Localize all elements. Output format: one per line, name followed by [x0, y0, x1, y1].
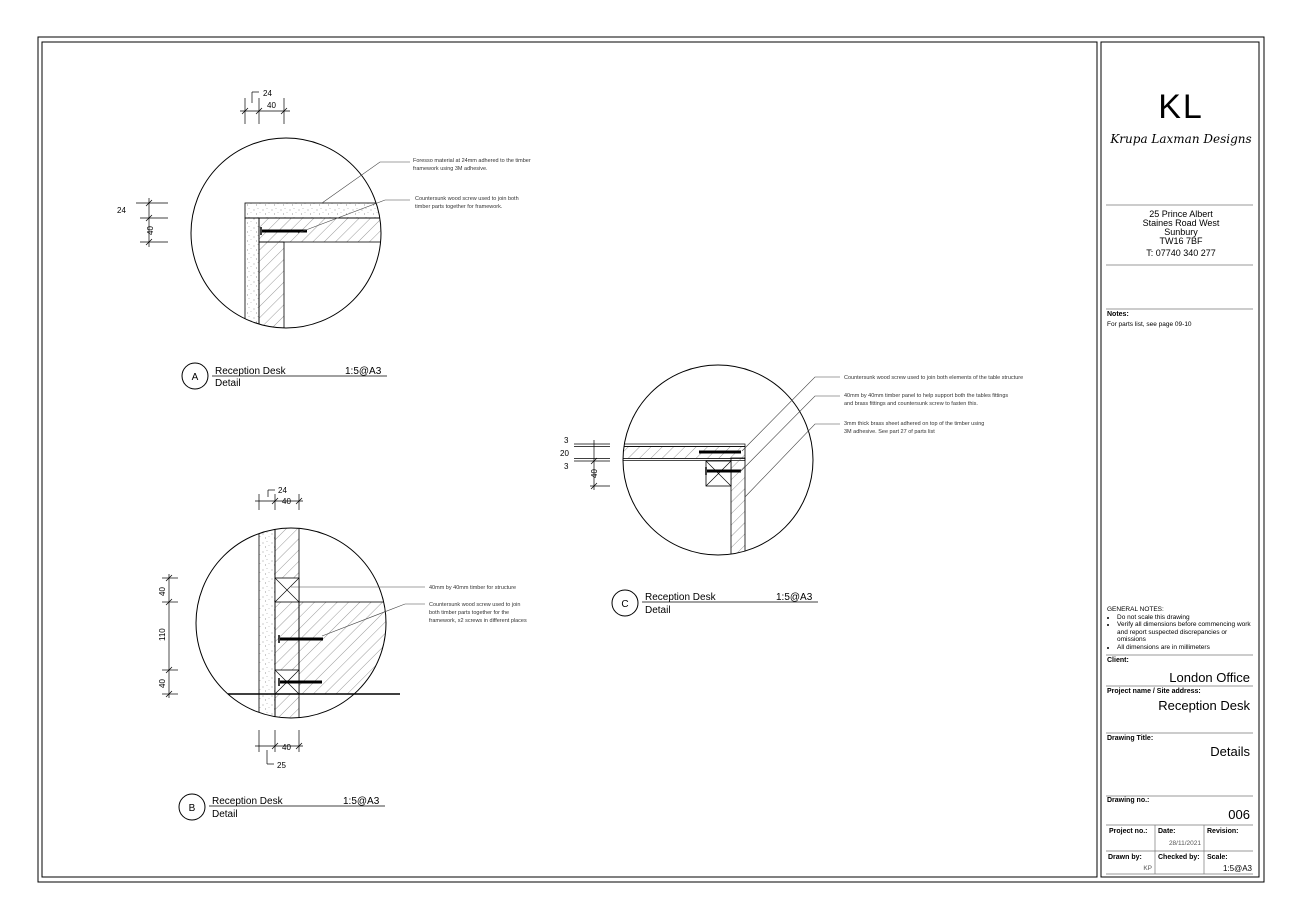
detail-b-dim-bottom-a: 40	[282, 743, 291, 752]
detail-b-note1: 40mm by 40mm timber for structure	[429, 585, 517, 591]
client-value: London Office	[1169, 670, 1250, 685]
scale-label: Scale:	[1207, 854, 1228, 861]
detail-c-note1: Countersunk wood screw used to join both elements of the table structure	[844, 375, 1024, 381]
detail-b-timber-vertical	[275, 520, 299, 730]
project-label: Project name / Site address:	[1107, 688, 1201, 695]
title-block-dividers	[1106, 205, 1253, 874]
logo-name: Krupa Laxman Designs	[1110, 132, 1252, 146]
client-label: Client:	[1107, 657, 1129, 664]
detail-b	[158, 486, 527, 820]
detail-a-foresso-top	[245, 203, 385, 218]
general-notes	[1107, 606, 1257, 651]
general-note-2: • Verify all dimensions before commencing work and report suspected discrepancies or omissions	[1117, 621, 1257, 644]
detail-a	[117, 89, 532, 389]
date-value: 28/11/2021	[1168, 840, 1201, 847]
notes-text: For parts list, see page 09-10	[1107, 321, 1192, 328]
general-note-1: • Do not scale this drawing	[1117, 614, 1257, 622]
detail-a-note2: Countersunk wood screw used to join both timber parts together for framework.	[415, 196, 519, 210]
detail-a-letter: A	[191, 372, 199, 383]
detail-a-dim-left-a: 24	[117, 206, 126, 215]
detail-c-scale: 1:5@A3	[776, 592, 813, 603]
detail-b-subtitle: Detail	[212, 809, 238, 820]
detail-a-title: Reception Desk	[215, 366, 286, 377]
drawn-by-label: Drawn by:	[1108, 854, 1142, 861]
address-line-2: Staines Road West	[1142, 218, 1220, 228]
detail-c-note2: 40mm by 40mm timber panel to help support both the tables fittings and brass fittings and countersunk screw to fasten this.	[844, 393, 1009, 407]
address-phone: T: 07740 340 277	[1146, 248, 1216, 258]
logo-initials: KL	[1158, 88, 1204, 126]
general-note-3: • All dimensions are in millimeters	[1117, 644, 1257, 652]
address-line-1: 25 Prince Albert	[1149, 209, 1213, 219]
detail-c-title: Reception Desk	[645, 592, 716, 603]
detail-b-dim-top-a: 24	[278, 486, 287, 495]
address-line-4: TW16 7BF	[1159, 236, 1203, 246]
revision-label: Revision:	[1207, 828, 1239, 835]
detail-b-dim-left-a: 40	[158, 587, 167, 596]
detail-c-dim-a: 3	[564, 436, 569, 445]
detail-b-scale: 1:5@A3	[343, 796, 380, 807]
detail-a-dim-top-a: 24	[263, 89, 272, 98]
detail-c-dim-d: 40	[590, 469, 599, 478]
detail-c-note3: 3mm thick brass sheet adhered on top of the timber using 3M adhesive. See part 27 of parts list	[844, 421, 985, 435]
detail-a-timber-side	[259, 242, 284, 338]
detail-a-left-dims	[136, 198, 168, 247]
detail-b-bottom-dims	[255, 730, 303, 764]
drawing-title-label: Drawing Title:	[1107, 735, 1154, 742]
drawn-by-value: KP	[1143, 865, 1152, 872]
date-label: Date:	[1158, 828, 1176, 835]
detail-c-letter: C	[621, 599, 629, 610]
detail-b-note2: Countersunk wood screw used to join both timber parts together for the framework, x2 screws in different places	[429, 602, 527, 624]
detail-c-subtitle: Detail	[645, 605, 671, 616]
detail-b-dim-bottom-b: 25	[277, 761, 286, 770]
detail-b-timber-horizontal	[299, 602, 399, 694]
detail-c-leaders	[740, 377, 840, 497]
drawing-title-value: Details	[1210, 744, 1250, 759]
detail-c-dims	[574, 440, 610, 490]
detail-b-dim-top-b: 40	[282, 497, 291, 506]
general-notes-title: GENERAL NOTES:	[1107, 606, 1164, 613]
detail-a-subtitle: Detail	[215, 378, 241, 389]
detail-c	[560, 365, 1023, 616]
detail-c-side-panel	[731, 458, 745, 578]
drawing-no-value: 006	[1228, 807, 1250, 822]
detail-a-dim-top-b: 40	[267, 101, 276, 110]
detail-a-dim-left-b: 40	[146, 226, 155, 235]
detail-c-dim-c: 3	[564, 462, 569, 471]
detail-b-dim-left-c: 40	[158, 679, 167, 688]
detail-a-scale: 1:5@A3	[345, 366, 382, 377]
project-no-label: Project no.:	[1109, 828, 1148, 835]
detail-c-dim-b: 20	[560, 449, 569, 458]
drawing-no-label: Drawing no.:	[1107, 797, 1150, 804]
checked-by-label: Checked by:	[1158, 854, 1200, 861]
address-line-3: Sunbury	[1164, 227, 1198, 237]
address-block	[1106, 210, 1256, 258]
notes-label: Notes:	[1107, 311, 1129, 318]
detail-b-title: Reception Desk	[212, 796, 283, 807]
project-value: Reception Desk	[1158, 698, 1250, 713]
detail-b-letter: B	[188, 803, 196, 814]
detail-b-foresso	[259, 520, 275, 730]
detail-b-dim-left-b: 110	[158, 628, 167, 641]
scale-value: 1:5@A3	[1222, 864, 1252, 873]
drawing-area-border	[42, 42, 1097, 877]
detail-a-note1: Foresso material at 24mm adhered to the timber framework using 3M adhesive.	[413, 158, 531, 172]
